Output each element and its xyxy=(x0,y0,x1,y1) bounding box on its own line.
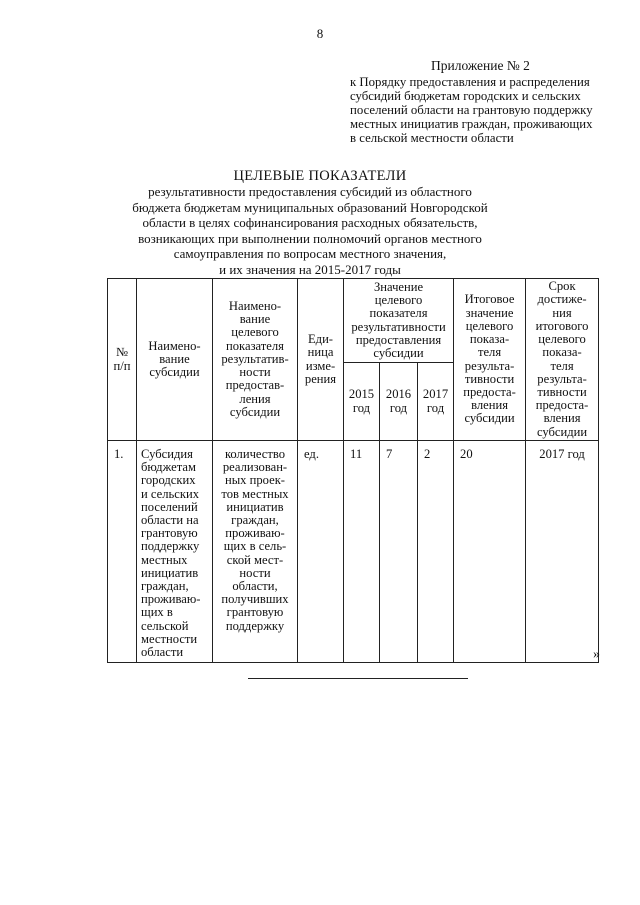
appendix-line: местных инициатив граждан, проживающих xyxy=(350,117,593,131)
appendix-line: к Порядку предоставления и распределения xyxy=(350,75,590,89)
cell-num: 1. xyxy=(108,441,137,663)
header-deadline: Срок достиже- ния итогового целевого показа- теля результа- тивности предоста- вления субсидии xyxy=(526,279,599,441)
subtitle-line: возникающих при выполнении полномочий органов местного xyxy=(138,230,482,246)
cell-unit: ед. xyxy=(298,441,344,663)
appendix-line: в сельской местности области xyxy=(350,131,514,145)
table-row xyxy=(108,441,599,663)
appendix-text xyxy=(350,75,620,145)
header-final-value: Итоговое значение целевого показа- теля результа- тивности предоста- вления субсидии xyxy=(454,279,526,441)
header-year-2015: 2015 год xyxy=(344,363,380,441)
subtitle-line: бюджета бюджетам муниципальных образований Новгородской xyxy=(132,199,488,215)
indicators-table xyxy=(107,278,599,663)
page-number: 8 xyxy=(316,26,324,41)
bottom-divider xyxy=(248,678,468,679)
document-subtitle xyxy=(100,184,520,278)
table-header-row xyxy=(108,279,599,363)
appendix-line: поселений области на грантовую поддержку xyxy=(350,103,593,117)
subtitle-line: результативности предоставления субсидий из областного xyxy=(148,184,472,199)
cell-year-2016: 7 xyxy=(380,441,418,663)
header-target-value: Значение целевого показателя результативности предоставления субсидии xyxy=(344,279,454,363)
closing-quote: » xyxy=(593,647,600,662)
header-year-2016: 2016 год xyxy=(380,363,418,441)
subtitle-line: и их значения на 2015-2017 годы xyxy=(219,261,401,277)
cell-year-2017: 2 xyxy=(418,441,454,663)
cell-subsidy-name: Субсидия бюджетам городских и сельских поселений области на грантовую поддержку местных инициатив граждан, проживаю- щих в сельской местности области xyxy=(137,441,213,663)
appendix-line: субсидий бюджетам городских и сельских xyxy=(350,89,581,103)
cell-year-2015: 11 xyxy=(344,441,380,663)
header-num: № п/п xyxy=(108,279,137,441)
appendix-title: Приложение № 2 xyxy=(431,58,530,73)
subtitle-line: области в целях софинансирования расходных обязательств, xyxy=(142,215,478,231)
cell-indicator-name: количество реализован- ных проек- тов местных инициатив граждан, проживаю- щих в сель- ской мест- ности области, получивших грантовую поддержку xyxy=(213,441,298,663)
header-indicator-name: Наимено- вание целевого показателя результатив- ности предостав- ления субсидии xyxy=(213,279,298,441)
header-year-2017: 2017 год xyxy=(418,363,454,441)
header-unit: Еди- ница изме- рения xyxy=(298,279,344,441)
document-title: ЦЕЛЕВЫЕ ПОКАЗАТЕЛИ xyxy=(233,168,407,184)
header-subsidy-name: Наимено- вание субсидии xyxy=(137,279,213,441)
subtitle-line: самоуправления по вопросам местного значения, xyxy=(173,246,447,262)
cell-deadline: 2017 год xyxy=(526,441,599,663)
cell-final-value: 20 xyxy=(454,441,526,663)
